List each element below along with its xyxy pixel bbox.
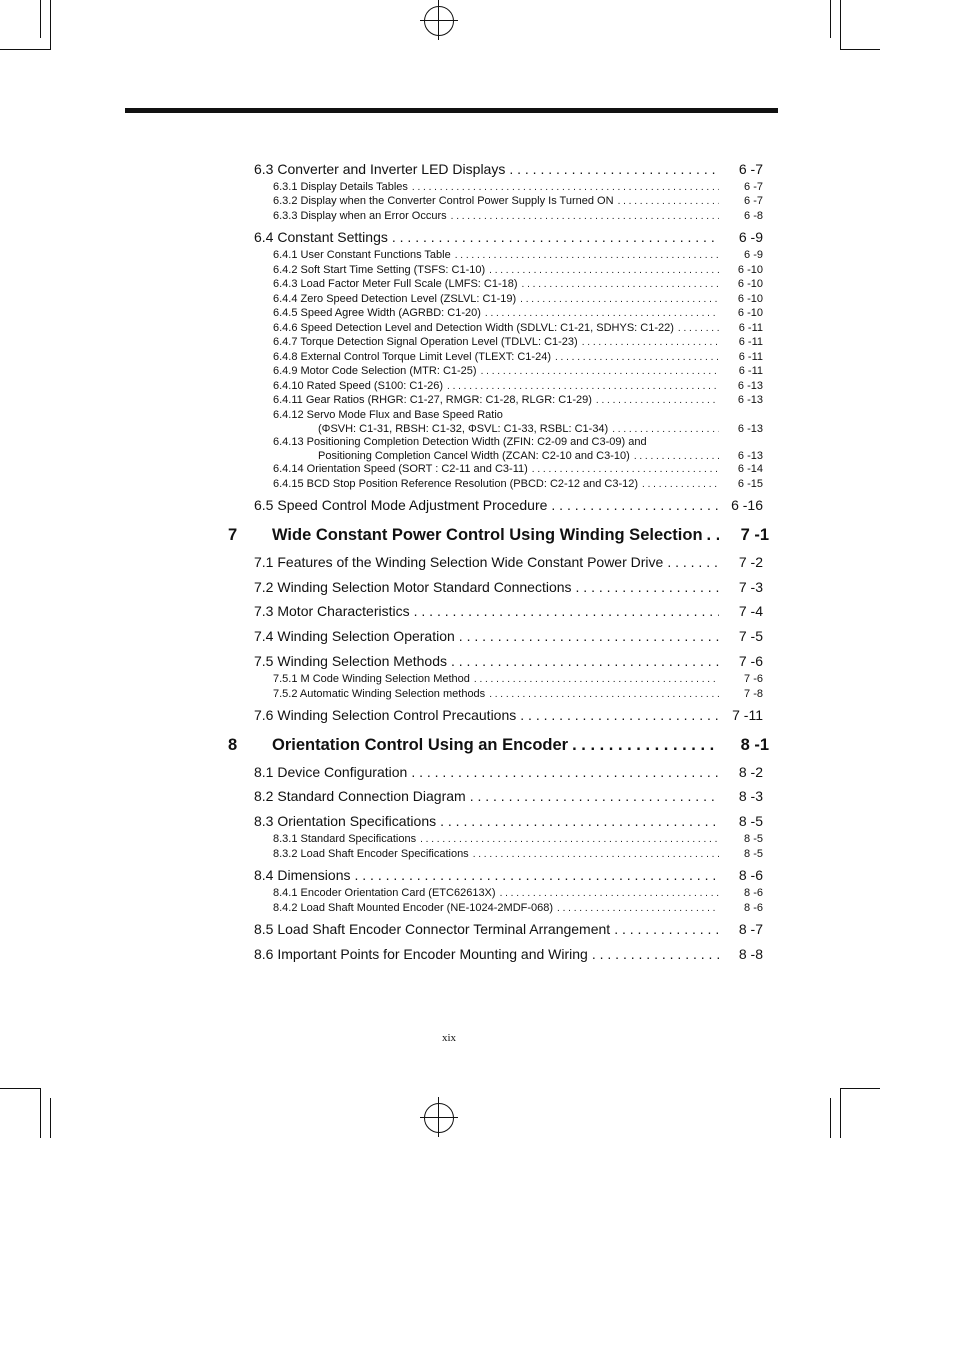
dot-leader — [618, 196, 719, 207]
entry-title: 6.4.5 Speed Agree Width (AGRBD: C1-20) — [273, 307, 481, 319]
entry-title: 6.4 Constant Settings — [254, 229, 388, 245]
entry-title: 8.3 Orientation Specifications — [254, 813, 437, 829]
page-number-ref: 8 -6 — [738, 867, 763, 883]
toc-entry[interactable] — [254, 867, 763, 883]
toc-entry[interactable] — [254, 764, 763, 780]
page-number-ref: 7 -8 — [744, 688, 763, 700]
page-number-ref: 6 -10 — [737, 264, 763, 276]
entry-title: 6.4.15 BCD Stop Position Reference Resolution (PBCD: C2-12 and C3-12) — [273, 478, 639, 490]
entry-title: 6.4.4 Zero Speed Detection Level (ZSLVL: C1-19) — [273, 293, 517, 305]
page-number-ref: 6 -7 — [744, 195, 763, 207]
dot-leader — [551, 497, 719, 513]
toc-entry[interactable] — [273, 673, 763, 685]
dot-leader — [392, 229, 719, 245]
entry-title: 8.4.2 Load Shaft Mounted Encoder (NE-1024-2MDF-068) — [273, 902, 554, 914]
page-number-ref: 7 -5 — [738, 628, 763, 644]
toc-entry[interactable] — [273, 887, 763, 899]
dot-leader — [522, 279, 719, 290]
toc-entry[interactable] — [254, 229, 763, 245]
dot-leader — [520, 707, 719, 723]
entry-title: 6.4.8 External Control Torque Limit Level (TLEXT: C1-24) — [273, 351, 551, 363]
toc-entry[interactable] — [254, 653, 763, 669]
page-number-ref: 6 -13 — [737, 450, 763, 462]
toc-entry[interactable] — [254, 946, 763, 962]
toc-entry[interactable] — [254, 161, 763, 177]
toc-entry[interactable] — [254, 921, 763, 937]
dot-leader — [451, 211, 719, 222]
dot-leader — [440, 813, 719, 829]
dot-leader — [355, 867, 720, 883]
entry-title: 8.1 Device Configuration — [254, 764, 408, 780]
toc-entry[interactable] — [273, 278, 763, 290]
page-number-ref: 8 -8 — [738, 946, 763, 962]
entry-title: 7.3 Motor Characteristics — [254, 603, 410, 619]
dot-leader — [451, 653, 719, 669]
toc-entry[interactable] — [273, 848, 763, 860]
page-number-ref: 6 -10 — [737, 278, 763, 290]
dot-leader — [485, 308, 719, 319]
toc-entry[interactable] — [254, 813, 763, 829]
dot-leader — [557, 903, 719, 914]
toc-entry[interactable] — [273, 181, 763, 193]
page-number-ref: 6 -9 — [738, 229, 763, 245]
toc-entry[interactable] — [228, 736, 769, 755]
dot-leader — [612, 424, 719, 435]
entry-title: 7.6 Winding Selection Control Precautions — [254, 707, 517, 723]
dot-leader — [473, 849, 719, 860]
entry-title: 6.4.10 Rated Speed (S100: C1-26) — [273, 380, 444, 392]
toc-entry[interactable] — [254, 579, 763, 595]
toc-entry[interactable] — [273, 195, 763, 207]
entry-title: 6.3.2 Display when the Converter Control Power Supply Is Turned ON — [273, 195, 614, 207]
toc-entry[interactable] — [273, 293, 763, 305]
entry-title: 6.4.1 User Constant Functions Table — [273, 249, 451, 261]
dot-leader — [572, 736, 719, 755]
toc-entry[interactable] — [254, 707, 763, 723]
dot-leader — [642, 479, 719, 490]
page-number-ref: 6 -11 — [738, 322, 763, 334]
dot-leader — [592, 946, 719, 962]
toc-entry[interactable] — [273, 365, 763, 377]
page-number-ref: 8 -6 — [744, 902, 763, 914]
toc-entry[interactable] — [318, 450, 763, 462]
toc-entry[interactable] — [273, 688, 763, 700]
page-number-ref: 6 -7 — [738, 161, 763, 177]
page-number-ref: 6 -16 — [731, 497, 763, 513]
page-number-ref: 8 -3 — [738, 788, 763, 804]
entry-title: Orientation Control Using an Encoder — [272, 736, 569, 754]
dot-leader — [634, 451, 719, 462]
page-number-ref: 6 -11 — [738, 336, 763, 348]
dot-leader — [532, 464, 719, 475]
page-number-ref: 7 -3 — [738, 579, 763, 595]
entry-title: 7.2 Winding Selection Motor Standard Connections — [254, 579, 572, 595]
page-number-ref: 6 -13 — [737, 394, 763, 406]
toc-entry[interactable] — [318, 423, 763, 435]
toc-entry[interactable] — [273, 336, 763, 348]
dot-leader — [455, 250, 719, 261]
dot-leader — [474, 674, 719, 685]
entry-title: 6.4.11 Gear Ratios (RHGR: C1-27, RMGR: C1-28, RLGR: C1-29) — [273, 394, 592, 406]
entry-title-continued: Positioning Completion Cancel Width (ZCAN: C2-10 and C3-10) — [318, 450, 630, 462]
entry-title: 8.5 Load Shaft Encoder Connector Terminal Arrangement — [254, 921, 611, 937]
toc-entry[interactable] — [273, 463, 763, 475]
entry-title: 6.3 Converter and Inverter LED Displays — [254, 161, 506, 177]
entry-title: 8.3.2 Load Shaft Encoder Specifications — [273, 848, 469, 860]
toc-entry[interactable] — [254, 554, 763, 570]
page-number-ref: 7 -2 — [738, 554, 763, 570]
dot-leader — [411, 764, 719, 780]
dot-leader — [678, 323, 719, 334]
dot-leader — [470, 788, 719, 804]
entry-title: 6.4.2 Soft Start Time Setting (TSFS: C1-10) — [273, 264, 486, 276]
toc-entry[interactable] — [273, 249, 763, 261]
toc-entry[interactable] — [273, 351, 763, 363]
page-number-ref: 7 -1 — [740, 526, 769, 544]
page-number-ref: 6 -14 — [737, 463, 763, 475]
toc-entry[interactable] — [273, 833, 763, 845]
entry-title: 8.6 Important Points for Encoder Mounting and Wiring — [254, 946, 588, 962]
page-number-ref: 7 -6 — [738, 653, 763, 669]
dot-leader — [489, 265, 719, 276]
dot-leader — [509, 161, 719, 177]
page-number-ref: 6 -7 — [744, 181, 763, 193]
dot-leader — [447, 381, 719, 392]
page-number-ref: 6 -13 — [737, 423, 763, 435]
entry-title: 7.5 Winding Selection Methods — [254, 653, 447, 669]
dot-leader — [614, 921, 719, 937]
toc-entry[interactable] — [254, 788, 763, 804]
page-number-ref: 6 -10 — [737, 293, 763, 305]
toc-entry[interactable] — [254, 603, 763, 619]
entry-title: 6.4.14 Orientation Speed (SORT : C2-11 and C3-11) — [273, 463, 528, 475]
dot-leader — [520, 294, 719, 305]
entry-title: 6.4.13 Positioning Completion Detection Width (ZFIN: C2-09 and C3-09) and — [273, 436, 647, 448]
entry-title: 6.4.9 Motor Code Selection (MTR: C1-25) — [273, 365, 477, 377]
toc-entry[interactable] — [273, 322, 763, 334]
chapter-number: 7 — [228, 526, 238, 544]
toc-entry[interactable] — [228, 526, 769, 545]
page-number-ref: 7 -6 — [744, 673, 763, 685]
toc-entry[interactable] — [273, 478, 763, 490]
entry-title: 7.5.2 Automatic Winding Selection methods — [273, 688, 486, 700]
page-number-ref: 8 -1 — [740, 736, 769, 754]
dot-leader — [414, 603, 719, 619]
toc-entry[interactable] — [254, 628, 763, 644]
chapter-number: 8 — [228, 736, 238, 754]
dot-leader — [707, 526, 719, 545]
toc-entry[interactable] — [273, 394, 763, 406]
entry-title: 7.1 Features of the Winding Selection Wide Constant Power Drive — [254, 554, 664, 570]
page-number: xix — [441, 1032, 457, 1044]
entry-title: 6.3.3 Display when an Error Occurs — [273, 210, 447, 222]
page-number-ref: 7 -11 — [732, 707, 763, 723]
page-number-ref: 6 -10 — [737, 307, 763, 319]
page-number-ref: 8 -2 — [738, 764, 763, 780]
page-number-ref: 6 -9 — [744, 249, 763, 261]
dot-leader — [420, 834, 719, 845]
page-number-ref: 6 -11 — [738, 365, 763, 377]
dot-leader — [500, 888, 719, 899]
entry-title: 6.4.12 Servo Mode Flux and Base Speed Ratio — [273, 409, 503, 421]
dot-leader — [582, 337, 719, 348]
entry-title-continued: (ΦSVH: C1-31, RBSH: C1-32, ΦSVL: C1-33, RSBL: C1-34) — [318, 423, 609, 435]
dot-leader — [412, 182, 719, 193]
entry-title: 8.4.1 Encoder Orientation Card (ETC62613X) — [273, 887, 496, 899]
page-number-ref: 8 -5 — [744, 833, 763, 845]
dot-leader — [576, 579, 719, 595]
page-number-ref: 6 -15 — [737, 478, 763, 490]
dot-leader — [667, 554, 719, 570]
entry-title: 8.3.1 Standard Specifications — [273, 833, 417, 845]
page-number-ref: 8 -7 — [738, 921, 763, 937]
entry-title: 7.4 Winding Selection Operation — [254, 628, 455, 644]
dot-leader — [489, 689, 719, 700]
page-number-ref: 6 -8 — [744, 210, 763, 222]
page-number-ref: 6 -13 — [737, 380, 763, 392]
entry-title: 8.4 Dimensions — [254, 867, 351, 883]
page-number-ref: 6 -11 — [738, 351, 763, 363]
entry-title: 6.5 Speed Control Mode Adjustment Procedure — [254, 497, 548, 513]
page-number-ref: 8 -6 — [744, 887, 763, 899]
entry-title: Wide Constant Power Control Using Winding Selection — [272, 526, 703, 544]
dot-leader — [555, 352, 719, 363]
entry-title: 7.5.1 M Code Winding Selection Method — [273, 673, 470, 685]
toc-entry[interactable] — [273, 902, 763, 914]
toc-entry[interactable] — [273, 307, 763, 319]
page-number-ref: 8 -5 — [738, 813, 763, 829]
entry-title: 6.3.1 Display Details Tables — [273, 181, 408, 193]
entry-title: 6.4.3 Load Factor Meter Full Scale (LMFS: C1-18) — [273, 278, 518, 290]
page-number-ref: 8 -5 — [744, 848, 763, 860]
entry-title: 8.2 Standard Connection Diagram — [254, 788, 466, 804]
toc-entry[interactable] — [273, 264, 763, 276]
toc-entry[interactable] — [273, 210, 763, 222]
entry-title: 6.4.6 Speed Detection Level and Detection Width (SDLVL: C1-21, SDHYS: C1-22) — [273, 322, 674, 334]
toc-entry[interactable] — [254, 497, 763, 513]
dot-leader — [481, 366, 719, 377]
dot-leader — [459, 628, 719, 644]
dot-leader — [596, 395, 719, 406]
toc-entry[interactable] — [273, 380, 763, 392]
entry-title: 6.4.7 Torque Detection Signal Operation Level (TDLVL: C1-23) — [273, 336, 578, 348]
page-number-ref: 7 -4 — [738, 603, 763, 619]
